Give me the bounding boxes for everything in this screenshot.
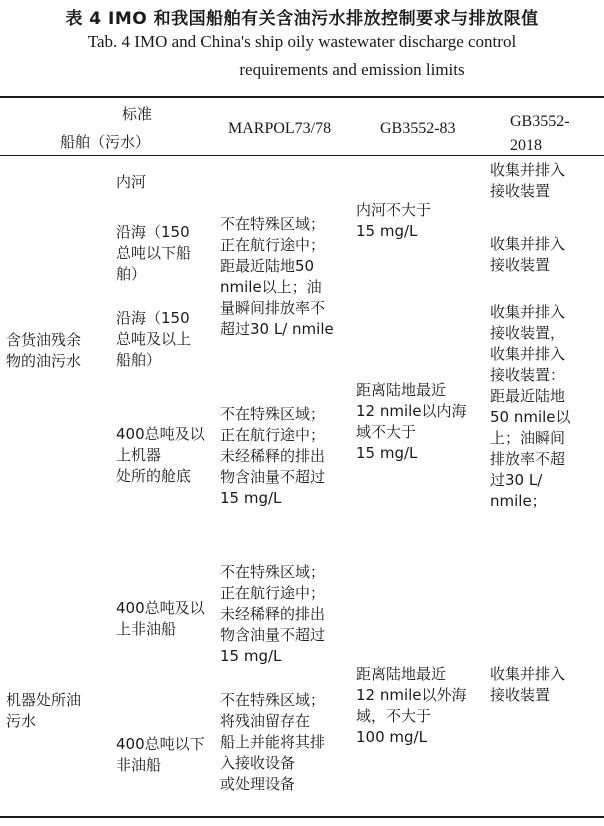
row-coastal-small-label: 沿海（150 总吨以下船 舶） (116, 223, 192, 283)
bottom-rule (0, 816, 604, 818)
header-col-gb83: GB3552-83 (380, 120, 456, 137)
table-caption-en-line1: Tab. 4 IMO and China's ship oily wastewater discharge control (87, 32, 517, 51)
top-rule (0, 96, 604, 98)
group2-marpol-b: 不在特殊区域； 将残油留存在 船上并能将其排 入接收设备 或处理设备 (220, 691, 326, 793)
group1-gb2018-c: 收集并排入 接收装置， 收集并排入 接收装置： 距最近陆地 50 nmile以 上；油瞬间 排放率不超 过30 L/ nmile； (490, 303, 571, 510)
header-col-marpol: MARPOL73/78 (228, 120, 332, 137)
row-coastal-large-label: 沿海（150 总吨及以上 船舶） (116, 309, 192, 369)
table-caption-zh: 表 4 IMO 和我国船舶有关含油污水排放控制要求与排放限值 (65, 9, 539, 29)
row-inland-label: 内河 (116, 173, 147, 191)
group1-gb2018-a: 收集并排入 接收装置 (490, 161, 566, 200)
group2-gb2018: 收集并排入 接收装置 (490, 665, 566, 704)
header-corner-top: 标准 (122, 105, 153, 123)
header-corner-bottom: 船舶（污水） (60, 133, 151, 151)
group1-gb2018-b: 收集并排入 接收装置 (490, 235, 566, 274)
group2-label: 机器处所油 污水 (6, 691, 82, 730)
group1-gb83-b: 距离陆地最近 12 nmile以内海 域不大于 15 mg/L (356, 381, 467, 462)
group1-label: 含货油残余 物的油污水 (6, 331, 82, 370)
group2-gb83: 距离陆地最近 12 nmile以外海 域，不大于 100 mg/L (356, 665, 467, 746)
group2-marpol-a: 不在特殊区域； 正在航行途中； 未经稀释的排出 物含油量不超过 15 mg/L (220, 563, 326, 665)
header-col-gb2018: GB3552- 2018 (510, 113, 570, 154)
row-400-bilge-label: 400总吨及以 上机器 处所的舱底 (116, 425, 205, 485)
group1-marpol-b: 不在特殊区域； 正在航行途中； 未经稀释的排出 物含油量不超过 15 mg/L (220, 405, 326, 507)
table-caption-en-line2: requirements and emission limits (239, 60, 465, 79)
group1-gb83-a: 内河不大于 15 mg/L (356, 201, 432, 240)
row-400-minus-nontanker-label: 400总吨以下 非油船 (116, 735, 205, 774)
row-400-plus-nontanker-label: 400总吨及以 上非油船 (116, 599, 205, 638)
group1-marpol-a: 不在特殊区域； 正在航行途中； 距最近陆地50 nmile以上；油 量瞬间排放率不 超过30 L/ nmile (220, 215, 334, 338)
